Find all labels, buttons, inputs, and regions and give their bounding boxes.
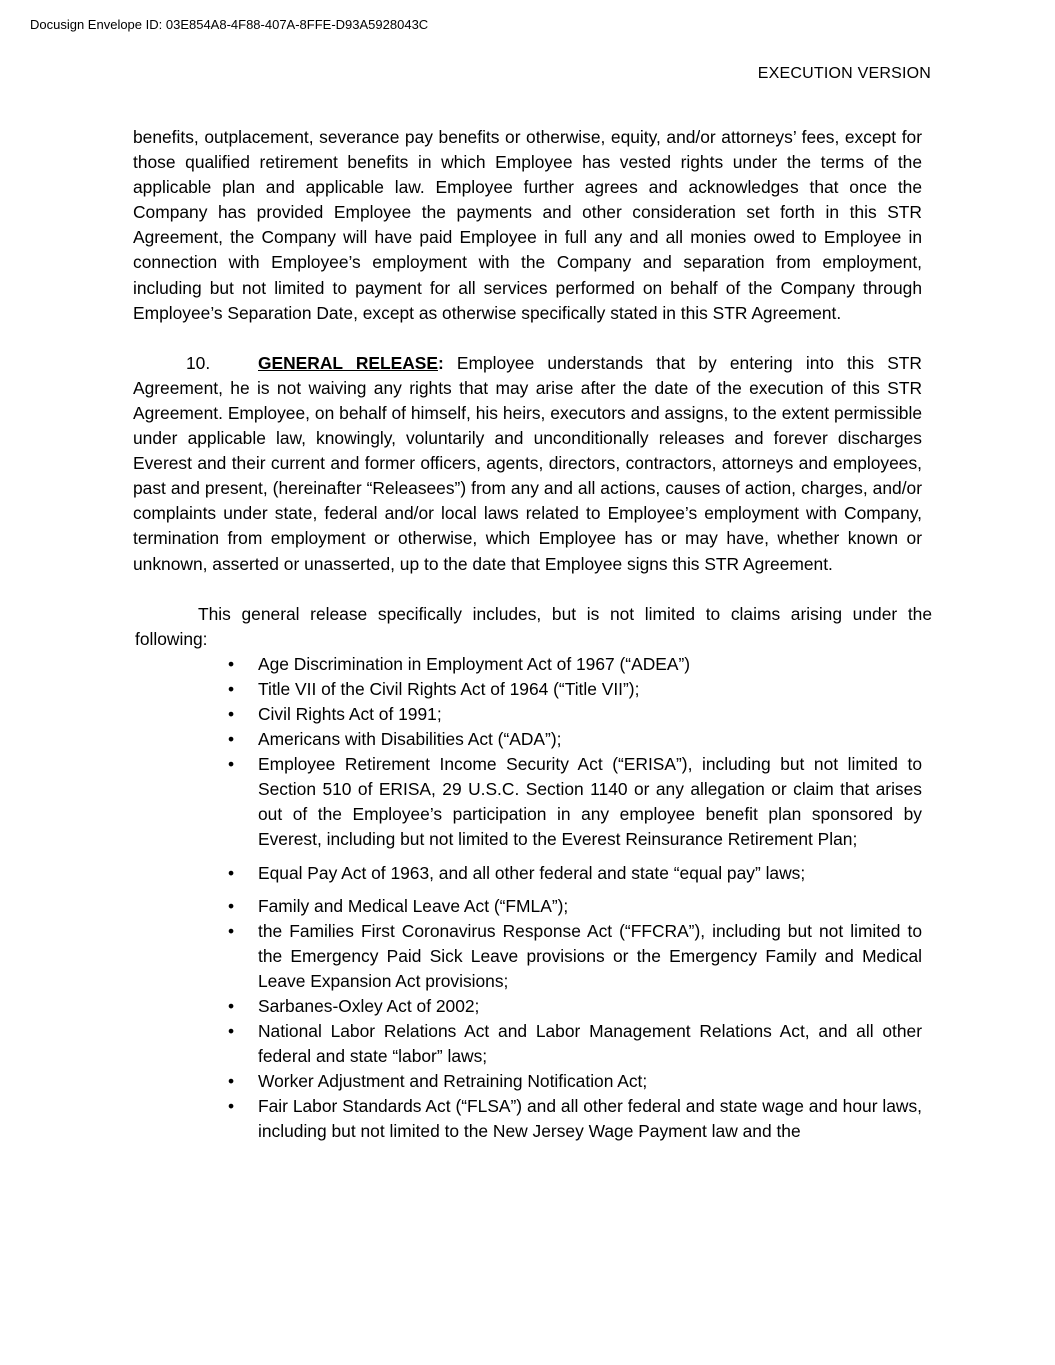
list-item: • Americans with Disabilities Act (“ADA”);	[258, 727, 922, 752]
list-item: • Age Discrimination in Employment Act of 1967 (“ADEA”)	[258, 652, 922, 677]
bullet-icon: •	[228, 1071, 235, 1092]
list-item: • the Families First Coronavirus Response Act (“FFCRA”), including but not limited to the Emergency Paid Sick Leave provisions or the Emergency Family and Medical Leave Expansion Act provisions;	[228, 920, 922, 991]
section-title-colon: :	[437, 352, 444, 373]
continuation-paragraph: benefits, outplacement, severance pay benefits or otherwise, equity, and/or attorneys’ fees, except for those qualified retirement benefits in which Employee has vested rights under the terms of the applicable plan and applicable law. Employee further agrees and acknowledges that once the Company has provided Employee the payments and other consideration set forth in this STR Agreement, the Company will have paid Employee in full any and all monies owed to Employee in connection with Employee’s employment with the Company and separation from employment, including but not limited to payment for all services performed on behalf of the Company through Employee’s Separation Date, except as otherwise specifically stated in this STR Agreement.	[133, 127, 922, 323]
list-item: • Fair Labor Standards Act (“FLSA”) and all other federal and state wage and hour laws, including but not limited to the New Jersey Wage Payment law and the	[228, 1096, 922, 1142]
bullet-icon: •	[228, 703, 235, 724]
list-item: • Sarbanes-Oxley Act of 2002;	[258, 994, 922, 1019]
claims-list	[133, 652, 922, 1145]
list-item: • Title VII of the Civil Rights Act of 1964 (“Title VII”);	[258, 677, 922, 702]
bullet-icon: •	[228, 678, 235, 699]
section-title: GENERAL RELEASE	[258, 352, 438, 373]
bullet-icon: •	[228, 729, 235, 750]
bullet-icon: •	[228, 895, 235, 916]
bullet-icon: •	[228, 754, 235, 775]
section-number: 10.	[186, 352, 211, 373]
bullet-icon: •	[228, 862, 235, 883]
release-intro: This general release specifically includes, but is not limited to claims arising under the following:	[135, 603, 932, 649]
list-item: • Family and Medical Leave Act (“FMLA”);	[258, 894, 922, 919]
list-item: • Employee Retirement Income Security Act (“ERISA”), including but not limited to Section 510 of ERISA, 29 U.S.C. Section 1140 or any allegation or claim that arises out of the Employee’s participation in any employee benefit plan sponsored by Everest, including but not limited to the Everest Reinsurance Retirement Plan;	[228, 754, 922, 850]
bullet-icon: •	[228, 1021, 235, 1042]
list-item: • Equal Pay Act of 1963, and all other federal and state “equal pay” laws;	[258, 861, 922, 886]
list-item: • Worker Adjustment and Retraining Notification Act;	[258, 1069, 922, 1094]
bullet-icon: •	[228, 1096, 235, 1117]
bullet-icon: •	[228, 653, 235, 674]
docusign-envelope-id: Docusign Envelope ID: 03E854A8-4F88-407A-8FFE-D93A5928043C	[30, 17, 429, 32]
document-body	[133, 125, 932, 1145]
bullet-icon: •	[228, 920, 235, 941]
section-10-text: Employee understands that by entering into this STR Agreement, he is not waiving any rights that may arise after the date of the execution of this STR Agreement. Employee, on behalf of himself, his heirs, executors and assigns, to the extent permissible under applicable law, knowingly, voluntarily and unconditionally releases and forever discharges Everest and their current and former officers, agents, directors, contractors, attorneys and employees, past and present, (hereinafter “Releasees”) from any and all actions, causes of action, charges, and/or complaints under state, federal and/or local laws related to Employee’s employment with Company, termination from employment or otherwise, which Employee has or may have, whether known or unknown, asserted or unasserted, up to the date that Employee signs this STR Agreement.	[133, 352, 922, 574]
bullet-icon: •	[228, 996, 235, 1016]
execution-version-label: EXECUTION VERSION	[757, 65, 931, 82]
list-item: • Civil Rights Act of 1991;	[258, 702, 922, 727]
list-item: • National Labor Relations Act and Labor Management Relations Act, and all other federal and state “labor” laws;	[228, 1021, 922, 1067]
section-10-paragraph	[133, 351, 922, 577]
